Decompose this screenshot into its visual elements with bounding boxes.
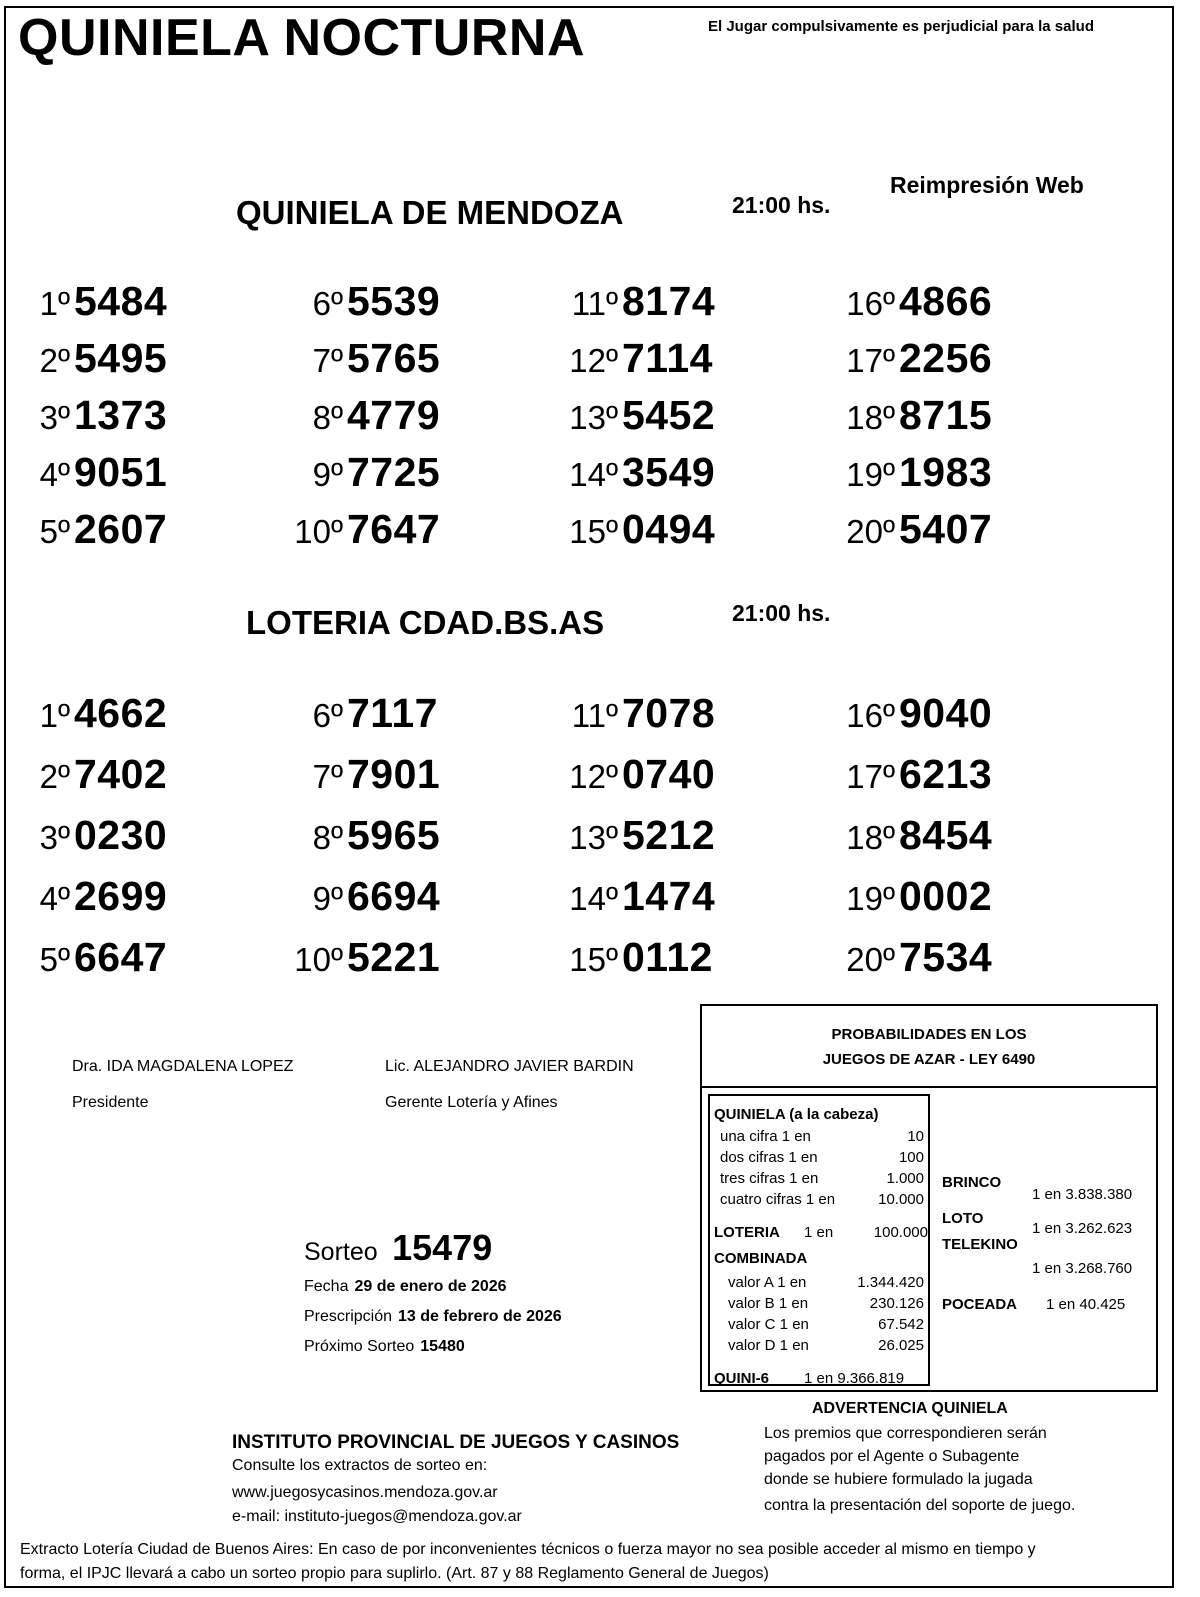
result-item [560, 934, 760, 981]
result-item [560, 392, 760, 439]
result-item [837, 751, 1037, 798]
result-number: 2699 [74, 873, 168, 919]
result-position: 10º [294, 513, 343, 550]
result-position: 19º [846, 456, 895, 493]
draw-date: 29 de enero de 2026 [354, 1278, 507, 1295]
next-draw-label: Próximo Sorteo [304, 1338, 415, 1355]
loto-odds-label: LOTO [942, 1210, 984, 1227]
result-item [285, 392, 485, 439]
result-position: 3º [39, 819, 70, 856]
result-item [837, 335, 1037, 382]
result-number: 7725 [347, 449, 441, 495]
result-item [837, 873, 1037, 920]
result-item [837, 934, 1037, 981]
result-number: 5495 [74, 335, 168, 381]
quiniela-odds-label: QUINIELA (a la cabeza) [714, 1106, 879, 1123]
result-item [560, 506, 760, 553]
result-item [285, 934, 485, 981]
loto-odds-value: 1 en 3.262.623 [1032, 1220, 1133, 1237]
institute-website-link[interactable]: www.juegosycasinos.mendoza.gov.ar [232, 1484, 498, 1501]
result-number: 0740 [622, 751, 716, 797]
result-number: 6213 [899, 751, 993, 797]
result-position: 13º [569, 819, 618, 856]
result-position: 18º [846, 819, 895, 856]
result-position: 20º [846, 513, 895, 550]
result-item [12, 873, 212, 920]
result-position: 12º [569, 342, 618, 379]
result-item [12, 278, 212, 325]
result-item [560, 751, 760, 798]
result-number: 8715 [899, 392, 993, 438]
advertencia-line3: donde se hubiere formulado la jugada [764, 1471, 1033, 1488]
result-number: 3549 [622, 449, 716, 495]
result-number: 0494 [622, 506, 716, 552]
result-number: 5212 [622, 812, 716, 858]
result-position: 8º [312, 399, 343, 436]
result-item [12, 812, 212, 859]
result-item [560, 335, 760, 382]
draw-date-label: Fecha [304, 1278, 349, 1295]
result-item [12, 751, 212, 798]
result-item [560, 812, 760, 859]
result-number: 2256 [899, 335, 993, 381]
probabilities-title-line1: PROBABILIDADES EN LOS [831, 1026, 1027, 1043]
prescription-date: 13 de febrero de 2026 [398, 1308, 562, 1325]
odds-row-value: 1.000 [886, 1170, 924, 1187]
odds-row-value: 10.000 [878, 1191, 924, 1208]
loteria-section-title: LOTERIA CDAD.BS.AS [246, 604, 605, 641]
result-position: 14º [569, 880, 618, 917]
result-position: 17º [846, 758, 895, 795]
result-item [837, 278, 1037, 325]
result-item [837, 690, 1037, 737]
loteria-odds-text: 1 en [804, 1224, 834, 1241]
mendoza-section-title: QUINIELA DE MENDOZA [236, 194, 624, 231]
result-item [837, 392, 1037, 439]
result-item [560, 690, 760, 737]
institute-email-link[interactable]: e-mail: instituto-juegos@mendoza.gov.ar [232, 1508, 522, 1525]
result-position: 8º [312, 819, 343, 856]
result-number: 7117 [347, 690, 438, 736]
result-position: 5º [39, 513, 70, 550]
result-number: 7647 [347, 506, 441, 552]
result-position: 4º [39, 456, 70, 493]
result-number: 5484 [74, 278, 168, 324]
result-item [285, 278, 485, 325]
result-item [837, 812, 1037, 859]
result-position: 16º [846, 285, 895, 322]
result-position: 7º [312, 758, 343, 795]
result-position: 18º [846, 399, 895, 436]
loteria-odds-value: 100.000 [873, 1224, 928, 1241]
result-number: 9040 [899, 690, 993, 736]
result-position: 14º [569, 456, 618, 493]
result-number: 2607 [74, 506, 168, 552]
odds-row-value: 10 [907, 1128, 924, 1145]
odds-row-label: dos cifras 1 en [720, 1149, 818, 1166]
loteria-odds-label: LOTERIA [714, 1224, 780, 1241]
result-item [560, 873, 760, 920]
result-position: 2º [39, 758, 70, 795]
result-position: 11º [571, 697, 618, 734]
result-position: 12º [569, 758, 618, 795]
result-item [285, 812, 485, 859]
odds-row-value: 230.126 [869, 1295, 924, 1312]
result-number: 8454 [899, 812, 993, 858]
loteria-draw-time: 21:00 hs. [732, 600, 831, 626]
result-number: 8174 [622, 278, 716, 324]
result-item [560, 278, 760, 325]
telekino-odds-value: 1 en 3.268.760 [1032, 1260, 1133, 1277]
result-position: 15º [569, 941, 618, 978]
result-position: 7º [312, 342, 343, 379]
result-item [285, 873, 485, 920]
health-warning: El Jugar compulsivamente es perjudicial para la salud [708, 18, 1094, 35]
result-number: 5765 [347, 335, 441, 381]
result-item [12, 335, 212, 382]
result-item [12, 934, 212, 981]
odds-row-label: valor A 1 en [728, 1274, 807, 1291]
odds-row-label: una cifra 1 en [720, 1128, 811, 1145]
odds-row-label: tres cifras 1 en [720, 1170, 819, 1187]
result-number: 0112 [622, 934, 713, 980]
result-position: 9º [312, 880, 343, 917]
odds-row-value: 67.542 [878, 1316, 924, 1333]
odds-row-value: 1.344.420 [857, 1274, 924, 1291]
result-number: 0230 [74, 812, 168, 858]
result-number: 1983 [899, 449, 993, 495]
result-number: 6647 [74, 934, 168, 980]
result-number: 7534 [899, 934, 993, 980]
telekino-odds-label: TELEKINO [942, 1236, 1018, 1253]
result-number: 7402 [74, 751, 168, 797]
result-number: 4662 [74, 690, 168, 736]
result-item [285, 751, 485, 798]
probabilities-title-line2: JUEGOS DE AZAR - LEY 6490 [822, 1051, 1036, 1068]
footer-line1: Extracto Lotería Ciudad de Buenos Aires: En caso de por inconvenientes técnicos o fuerza mayor no sea posible acceder al mismo en tiempo y [20, 1541, 1036, 1558]
odds-row-label: valor C 1 en [728, 1316, 809, 1333]
result-position: 10º [294, 941, 343, 978]
draw-date-row [304, 1278, 507, 1296]
prescription-label: Prescripción [304, 1308, 393, 1325]
signature-right-name: Lic. ALEJANDRO JAVIER BARDIN [385, 1058, 634, 1075]
result-number: 4866 [899, 278, 993, 324]
probabilities-header [702, 1006, 1156, 1088]
odds-row-label: valor B 1 en [728, 1295, 809, 1312]
result-number: 1474 [622, 873, 716, 919]
result-position: 17º [846, 342, 895, 379]
result-item [837, 449, 1037, 496]
result-position: 20º [846, 941, 895, 978]
draw-number: 15479 [392, 1227, 493, 1268]
result-position: 5º [39, 941, 70, 978]
reprint-label: Reimpresión Web [890, 172, 1084, 198]
advertencia-line4: contra la presentación del soporte de juego. [764, 1497, 1076, 1514]
signature-left-role: Presidente [72, 1094, 149, 1111]
quini6-odds-label: QUINI-6 [714, 1370, 770, 1387]
result-item [12, 690, 212, 737]
advertencia-line1: Los premios que correspondieren serán [764, 1425, 1047, 1442]
result-position: 4º [39, 880, 70, 917]
result-position: 9º [312, 456, 343, 493]
result-item [12, 449, 212, 496]
signature-left-name: Dra. IDA MAGDALENA LOPEZ [72, 1058, 294, 1075]
combinada-odds-label: COMBINADA [714, 1250, 808, 1267]
result-position: 15º [569, 513, 618, 550]
odds-row-label: valor D 1 en [728, 1337, 809, 1354]
result-item [560, 449, 760, 496]
page-title: QUINIELA NOCTURNA [18, 9, 585, 67]
result-number: 9051 [74, 449, 168, 495]
result-number: 5221 [347, 934, 441, 980]
result-number: 1373 [74, 392, 168, 438]
result-position: 6º [312, 697, 343, 734]
signature-right-role: Gerente Lotería y Afines [385, 1094, 558, 1111]
draw-label: Sorteo [304, 1238, 378, 1266]
quini6-odds-value: 1 en 9.366.819 [804, 1370, 905, 1387]
next-draw-number: 15480 [420, 1338, 465, 1355]
poceada-odds-label: POCEADA [942, 1296, 1018, 1313]
result-position: 6º [312, 285, 343, 322]
brinco-odds-label: BRINCO [942, 1174, 1002, 1191]
result-number: 7078 [622, 690, 716, 736]
odds-row-label: cuatro cifras 1 en [720, 1191, 836, 1208]
result-position: 19º [846, 880, 895, 917]
result-position: 3º [39, 399, 70, 436]
result-number: 5539 [347, 278, 441, 324]
result-position: 1º [39, 285, 70, 322]
result-item [285, 506, 485, 553]
result-item [837, 506, 1037, 553]
institute-name: INSTITUTO PROVINCIAL DE JUEGOS Y CASINOS [232, 1432, 680, 1453]
result-number: 7114 [622, 335, 713, 381]
result-number: 6694 [347, 873, 441, 919]
brinco-odds-value: 1 en 3.838.380 [1032, 1186, 1133, 1203]
result-item [285, 449, 485, 496]
advertencia-title: ADVERTENCIA QUINIELA [812, 1400, 1008, 1417]
next-draw-row [304, 1338, 465, 1356]
odds-row-value: 26.025 [878, 1337, 924, 1354]
odds-row-value: 100 [898, 1149, 924, 1166]
result-position: 13º [569, 399, 618, 436]
result-item [285, 690, 485, 737]
result-position: 2º [39, 342, 70, 379]
prescription-row [304, 1308, 562, 1326]
result-position: 11º [571, 285, 618, 322]
result-number: 0002 [899, 873, 993, 919]
probabilities-box [700, 1004, 1158, 1392]
result-number: 5452 [622, 392, 716, 438]
result-position: 1º [39, 697, 70, 734]
institute-consult-text: Consulte los extractos de sorteo en: [232, 1457, 488, 1474]
result-number: 7901 [347, 751, 441, 797]
result-number: 5407 [899, 506, 993, 552]
footer-line2: forma, el IPJC llevará a cabo un sorteo propio para suplirlo. (Art. 87 y 88 Reglamento General de Juegos) [20, 1565, 769, 1582]
result-number: 5965 [347, 812, 441, 858]
result-item [12, 506, 212, 553]
poceada-odds-value: 1 en 40.425 [1046, 1296, 1126, 1313]
result-item [12, 392, 212, 439]
advertencia-line2: pagados por el Agente o Subagente [764, 1448, 1020, 1465]
mendoza-draw-time: 21:00 hs. [732, 192, 831, 218]
result-position: 16º [846, 697, 895, 734]
draw-number-block [304, 1227, 492, 1269]
result-item [285, 335, 485, 382]
result-number: 4779 [347, 392, 441, 438]
